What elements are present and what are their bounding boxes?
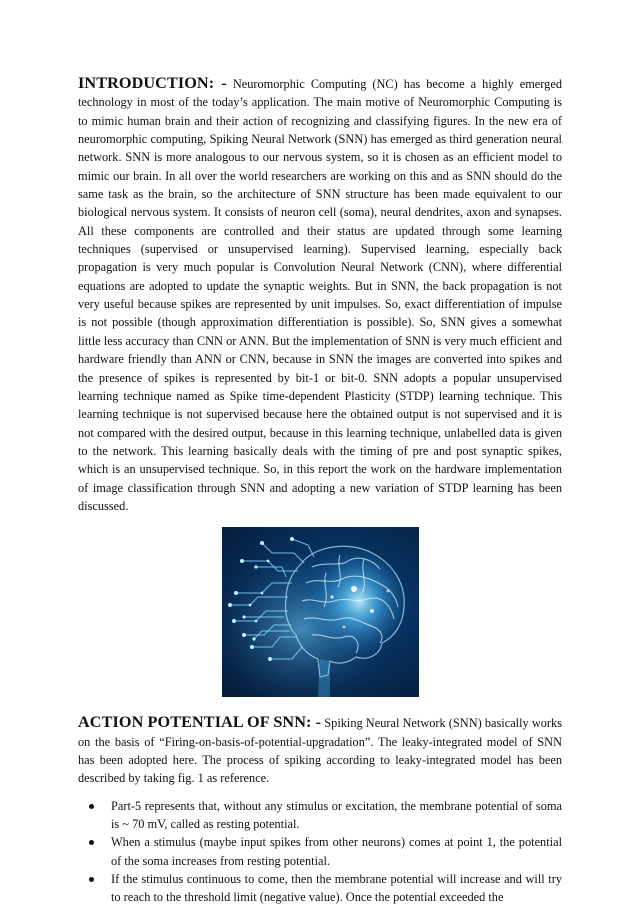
introduction-body: Neuromorphic Computing (NC) has become a highly emerged technology in most of the today’s application. The main motive of Neuromorphic Computing is to mimic human brain and their action of recognizing and classifying figures. In the new era of neuromorphic computing, Spiking Neural Network (SNN) has emerged as third generation neural network. SNN is more analogous to our nervous system, so it is chosen as an efficient model to mimic our brain. In all over the world researchers are working on this and as SNN should do the same task as the brain, so the architecture of SNN structure has been made equivalent to our biological nervous system. It consists of neuron cell (soma), neural dendrites, axon and synapses. All these components are controlled and their status are updated through some learning techniques (supervised or unsupervised learning). Supervised learning, especially back propagation is very much popular is Convolution Neural Network (CNN), where differential equations are adopted to update the synaptic weights. But in SNN, the back propagation is not very useful because spikes are represented by unit impulses. So, exact differentiation of impulse is not possible (though approximation differentiation is possible). So, SNN gives a somewhat little less accuracy than CNN or ANN. But the implementation of SNN is very much efficient and hardware friendly than ANN or CNN, because in SNN the images are converted into spikes and the presence of spikes is represented by bit-1 or bit-0. SNN adopts a popular unsupervised learning technique named as Spike time-dependent Plasticity (STDP) learning technique. This learning technique is not supervised because here the obtained output is not supervised and it is not compared with the desired output, because in this learning technique, unlabelled data is given to the network. This learning basically deals with the timing of pre and post synaptic spikes, which is an unsupervised technique. So, in this report the work on the hardware implementation of image classification through SNN and adopting a new variation of STDP learning has been discussed.	[78, 77, 562, 513]
list-item	[78, 833, 562, 870]
bullet-dot-icon	[89, 840, 94, 845]
brain-circuit-icon	[222, 527, 419, 697]
bullet-text: When a stimulus (maybe input spikes from other neurons) comes at point 1, the potential of the soma increases from resting potential.	[111, 835, 562, 868]
bullet-text: Part-5 represents that, without any stimulus or excitation, the membrane potential of soma is ~ 70 mV, called as resting potential.	[111, 798, 562, 831]
introduction-paragraph	[78, 74, 562, 515]
brain-circuit-image	[222, 527, 419, 697]
document-page	[78, 74, 562, 907]
bullet-list	[78, 797, 562, 907]
list-item	[78, 797, 562, 834]
introduction-heading: INTRODUCTION: -	[78, 74, 227, 92]
bullet-text: If the stimulus continuous to come, then the membrane potential will increase and will try to reach to the threshold limit (negative value). Once the potential exceeded the	[111, 872, 562, 905]
figure-container	[78, 527, 562, 697]
bullet-dot-icon	[89, 804, 94, 809]
action-potential-paragraph	[78, 713, 562, 787]
action-potential-body: Spiking Neural Network (SNN) basically works on the basis of “Firing-on-basis-of-potential-upgradation”. The leaky-integrated model of SNN has been adopted here. The process of spiking according to leaky-integrated model has been described by taking fig. 1 as reference.	[78, 716, 562, 786]
bullet-dot-icon	[89, 877, 94, 882]
action-potential-heading: ACTION POTENTIAL OF SNN: -	[78, 713, 322, 732]
list-item	[78, 870, 562, 907]
